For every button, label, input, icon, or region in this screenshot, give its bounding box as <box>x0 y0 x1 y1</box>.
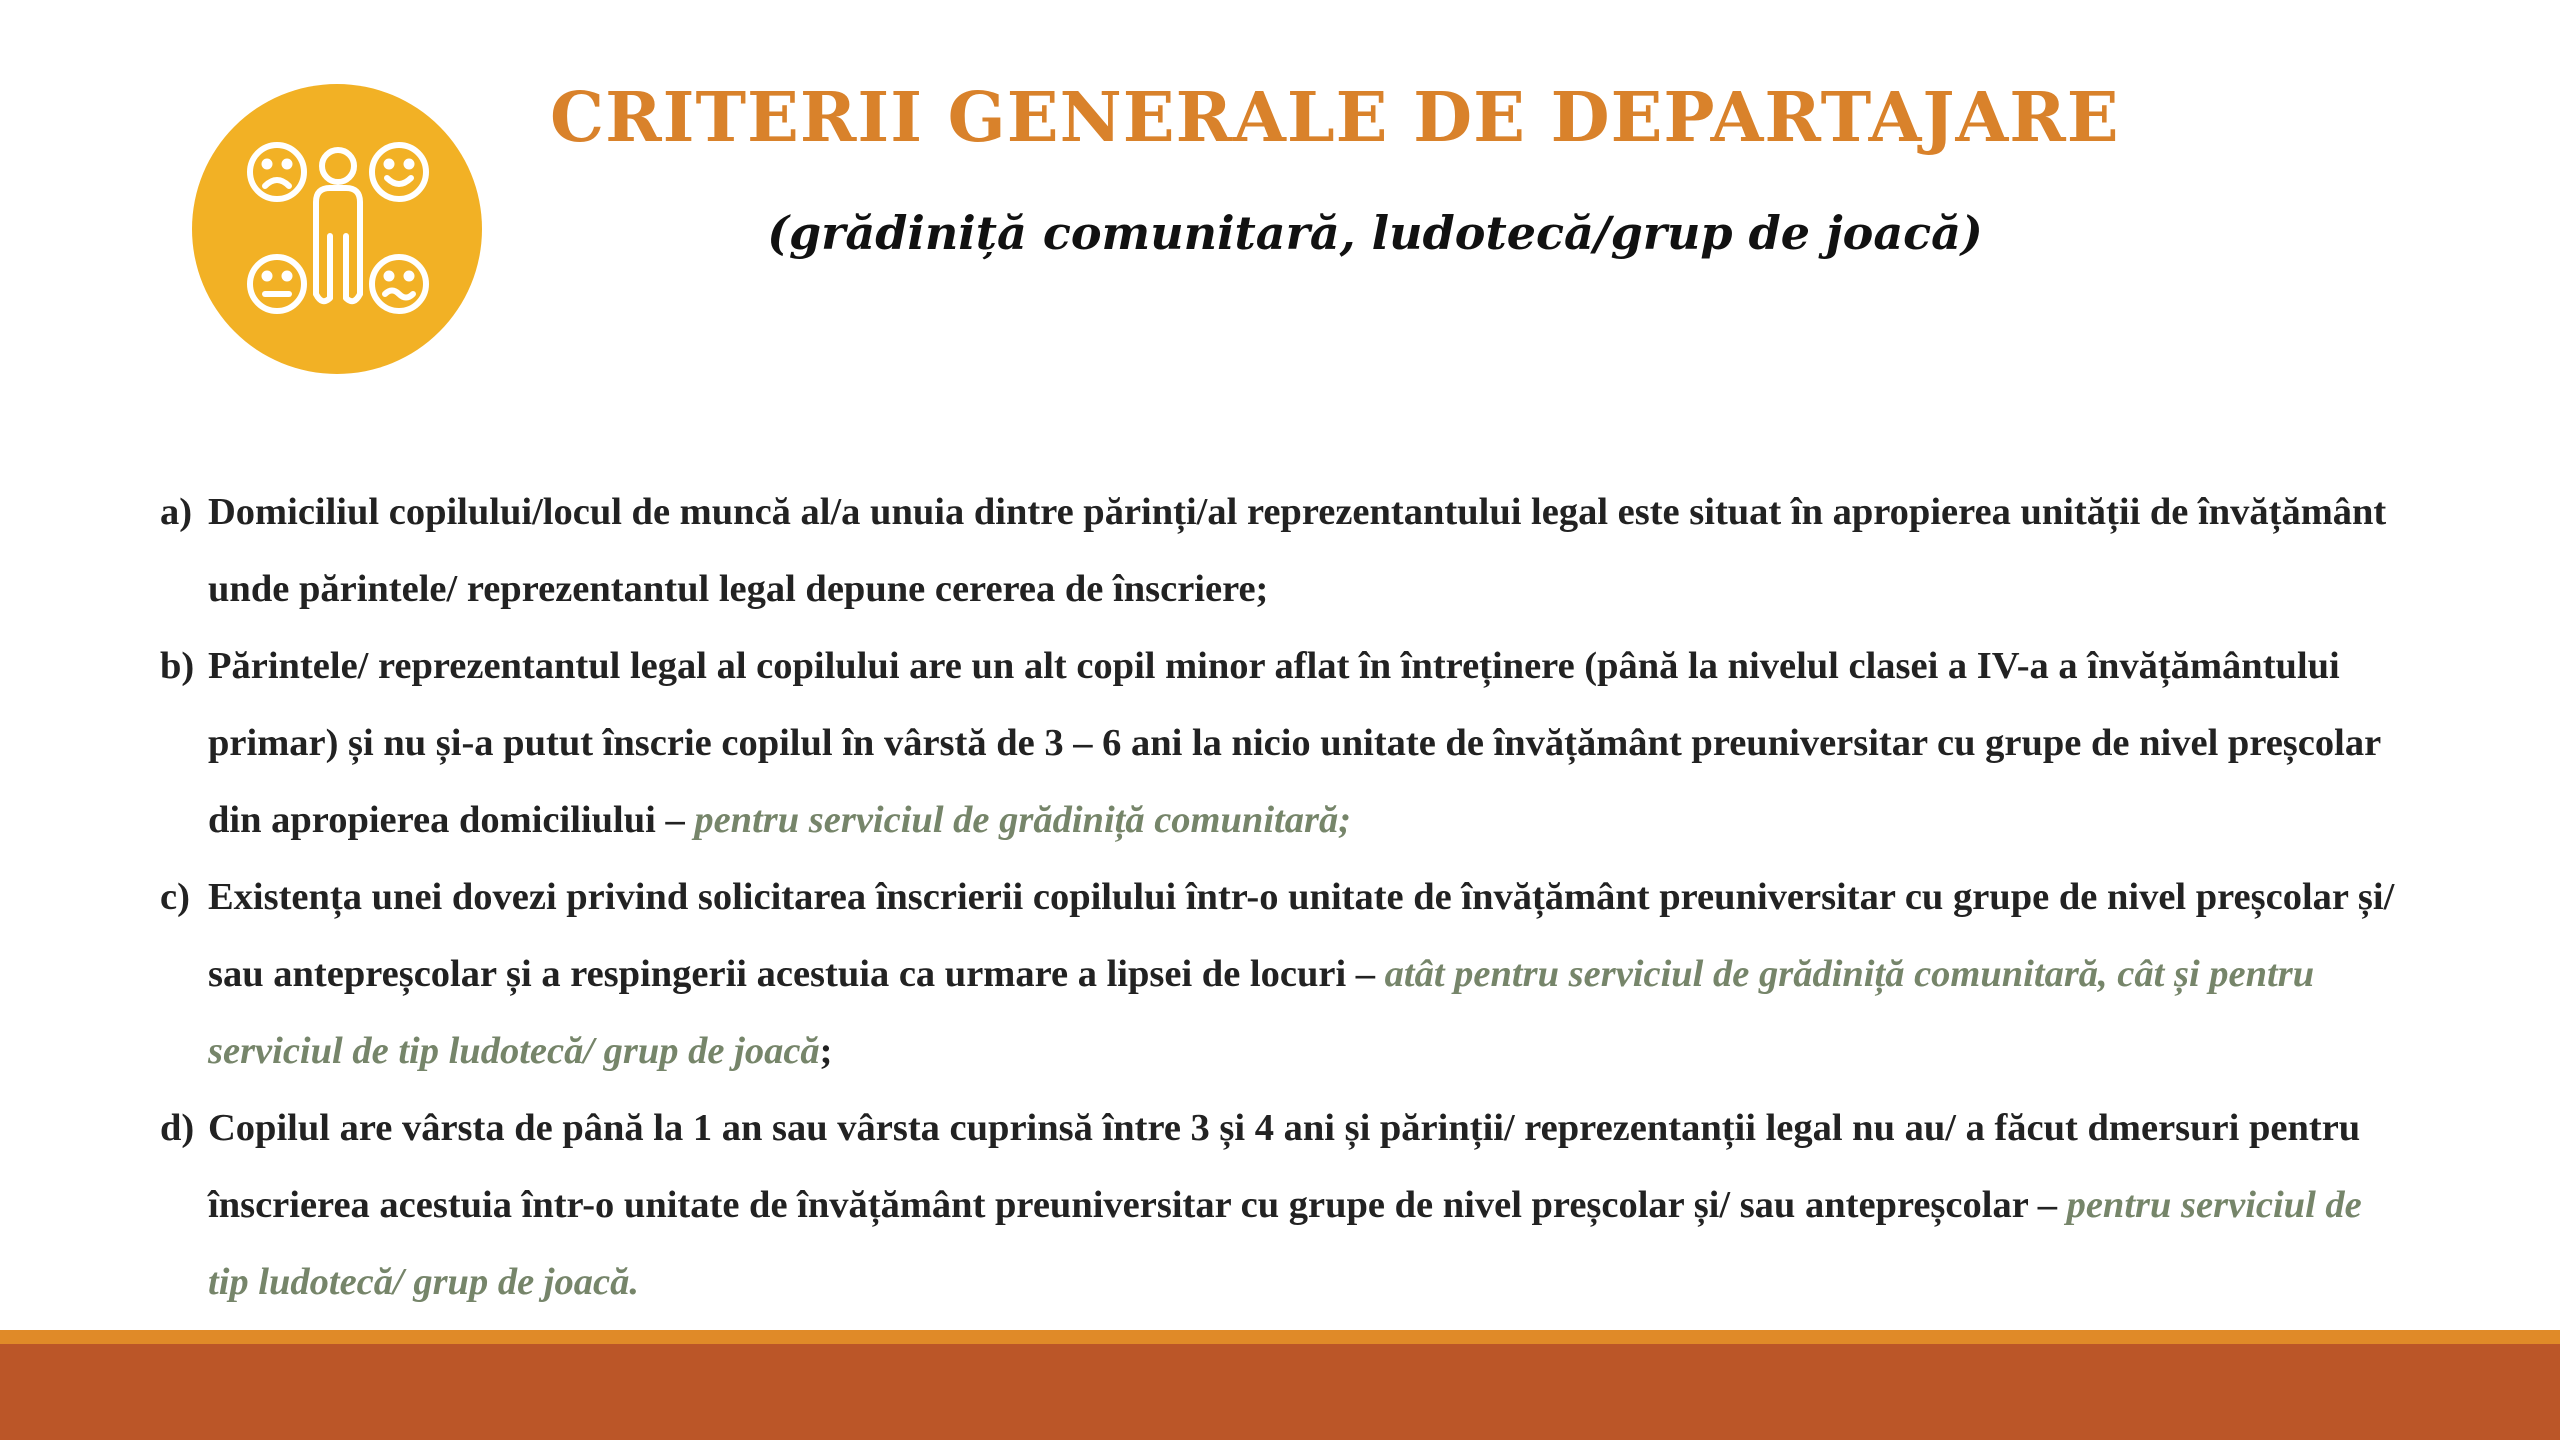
criterion-text: Existența unei dovezi privind solicitarea înscrierii copilului într-o unitate de învățământ preuniversitar cu grupe de nivel preșcolar și/ sau antepreșcolar și a respingerii acestuia ca urmare a lipsei de locuri – <box>208 876 2395 995</box>
criterion-a <box>160 474 2410 628</box>
criterion-note: atât pentru serviciul de grădiniță comunitară, cât și pentru serviciul de tip ludotecă/ grup de joacă <box>208 953 2315 1072</box>
criterion-marker: c) <box>160 876 190 918</box>
criterion-text: Copilul are vârsta de până la 1 an sau vârsta cuprinsă între 3 și 4 ani și părinții/ reprezentanții legal nu au/ a făcut dmersuri pentru înscrierea acestuia într-o unitate de învățământ preuniversitar cu grupe de nivel preșcolar și/ sau antepreșcolar – <box>208 1107 2361 1226</box>
criterion-d <box>160 1090 2410 1321</box>
criteria-list <box>160 474 2410 1321</box>
emotions-person-icon <box>192 84 482 374</box>
criterion-marker: a) <box>160 491 193 533</box>
page-subtitle: (grădiniță comunitară, ludotecă/grup de joacă) <box>767 206 1983 260</box>
criterion-note: pentru serviciul de grădiniță comunitară; <box>694 799 1352 841</box>
criterion-c <box>160 859 2410 1090</box>
criterion-text: Părintele/ reprezentantul legal al copilului are un alt copil minor aflat în întreținere (până la nivelul clasei a IV-a a învățământului primar) și nu și-a putut înscrie copilul în vârstă de 3 – 6 ani la nicio unitate de învățământ preuniversitar cu grupe de nivel preșcolar din apropierea domiciliului – <box>208 645 2381 841</box>
criterion-marker: b) <box>160 645 195 687</box>
footer-accent-stripe <box>0 1330 2560 1344</box>
criterion-end: ; <box>819 1030 833 1072</box>
page-title: CRITERII GENERALE DE DEPARTAJARE <box>550 78 2120 158</box>
footer-bar <box>0 1344 2560 1440</box>
criterion-note: pentru serviciul de tip ludotecă/ grup de joacă. <box>208 1184 2362 1303</box>
criterion-b <box>160 628 2410 859</box>
criterion-marker: d) <box>160 1107 195 1149</box>
criterion-text: Domiciliul copilului/locul de muncă al/a unuia dintre părinți/al reprezentantului legal este situat în apropierea unității de învățământ unde părintele/ reprezentantul legal depune cererea de înscriere; <box>208 491 2387 610</box>
logo-circle <box>192 84 482 374</box>
